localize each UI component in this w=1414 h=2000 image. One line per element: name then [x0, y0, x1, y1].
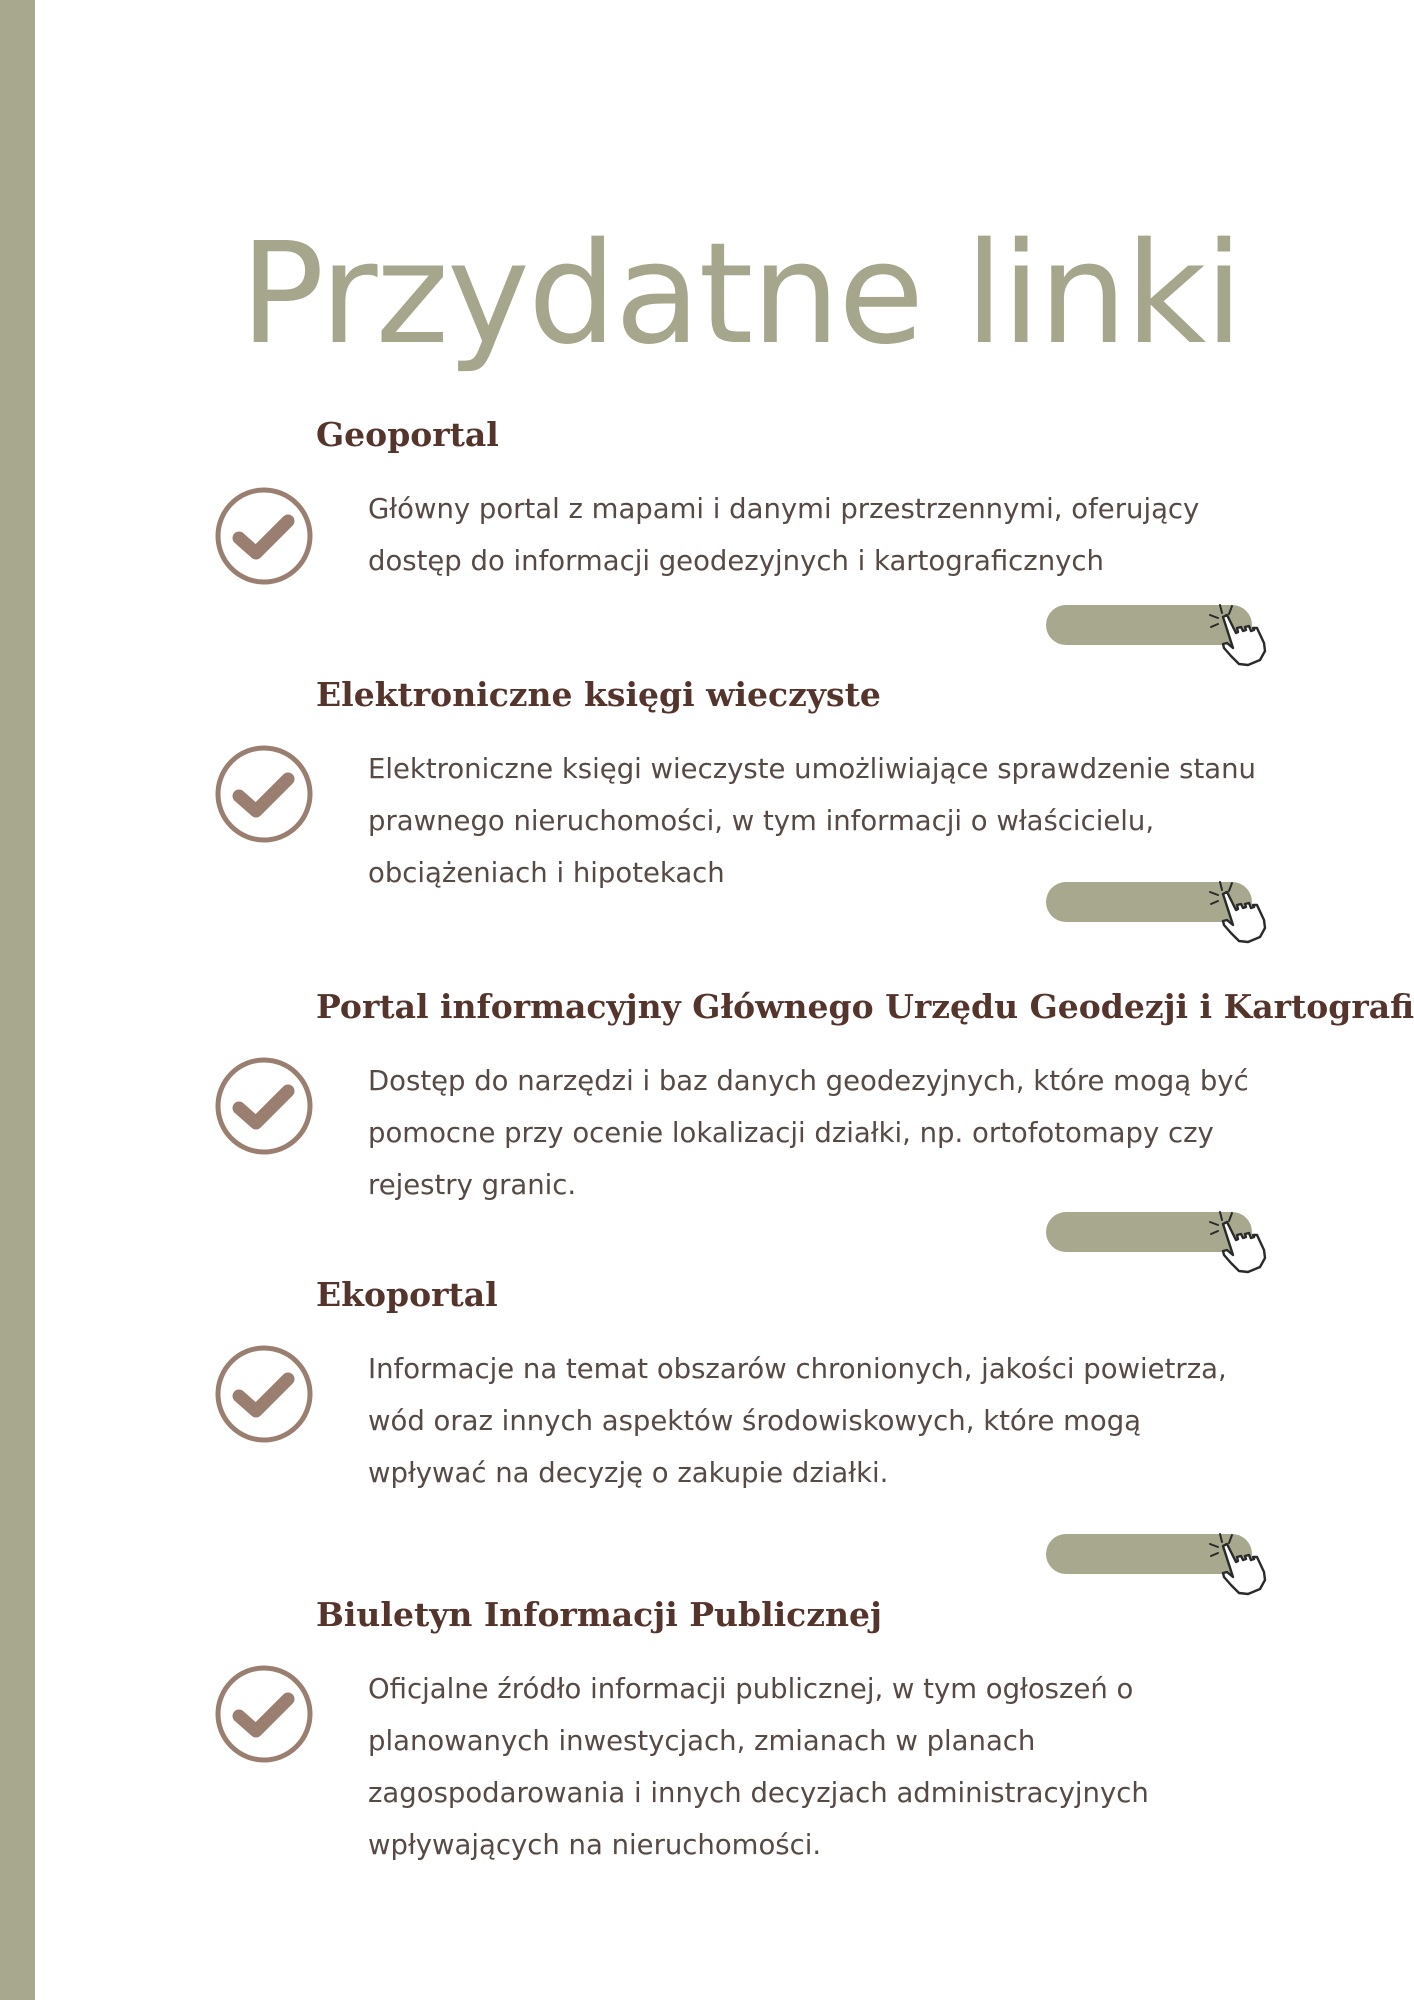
- checkmark-circle-icon: [214, 1056, 314, 1156]
- pointer-hand-icon: [1208, 1210, 1274, 1276]
- pointer-hand-icon: [1208, 603, 1274, 669]
- checkmark-circle-icon: [214, 1664, 314, 1764]
- section-title: Portal informacyjny Głównego Urzędu Geodezji i Kartografi: [316, 987, 1414, 1026]
- checkmark-circle-icon: [214, 486, 314, 586]
- checkmark-circle-icon: [214, 1344, 314, 1444]
- pointer-hand-icon: [1208, 880, 1274, 946]
- section-description: Dostęp do narzędzi i baz danych geodezyjnych, które mogą być pomocne przy ocenie lokalizacji działki, np. ortofotomapy czy rejestry granic.: [368, 1065, 1249, 1201]
- section-title: Ekoportal: [316, 1275, 498, 1314]
- section-title: Geoportal: [316, 415, 499, 454]
- section-description: Główny portal z mapami i danymi przestrzennymi, oferujący dostęp do informacji geodezyjnych i kartograficznych: [368, 493, 1200, 577]
- checkmark-circle-icon: [214, 744, 314, 844]
- page-title: Przydatne linki: [240, 213, 1242, 376]
- section-title: Elektroniczne księgi wieczyste: [316, 675, 881, 714]
- section-description: Oficjalne źródło informacji publicznej, w tym ogłoszeń o planowanych inwestycjach, zmianach w planach zagospodarowania i innych decyzjach administracyjnych wpływających na nieruchomości.: [368, 1673, 1149, 1861]
- side-accent-bar: [0, 0, 35, 2000]
- section-description: Elektroniczne księgi wieczyste umożliwiające sprawdzenie stanu prawnego nieruchomości, w tym informacji o właścicielu, obciążeniach i hipotekach: [368, 753, 1256, 889]
- section-title: Biuletyn Informacji Publicznej: [316, 1595, 882, 1634]
- pointer-hand-icon: [1208, 1532, 1274, 1598]
- section-description: Informacje na temat obszarów chronionych, jakości powietrza, wód oraz innych aspektów środowiskowych, które mogą wpływać na decyzję o zakupie działki.: [368, 1353, 1227, 1489]
